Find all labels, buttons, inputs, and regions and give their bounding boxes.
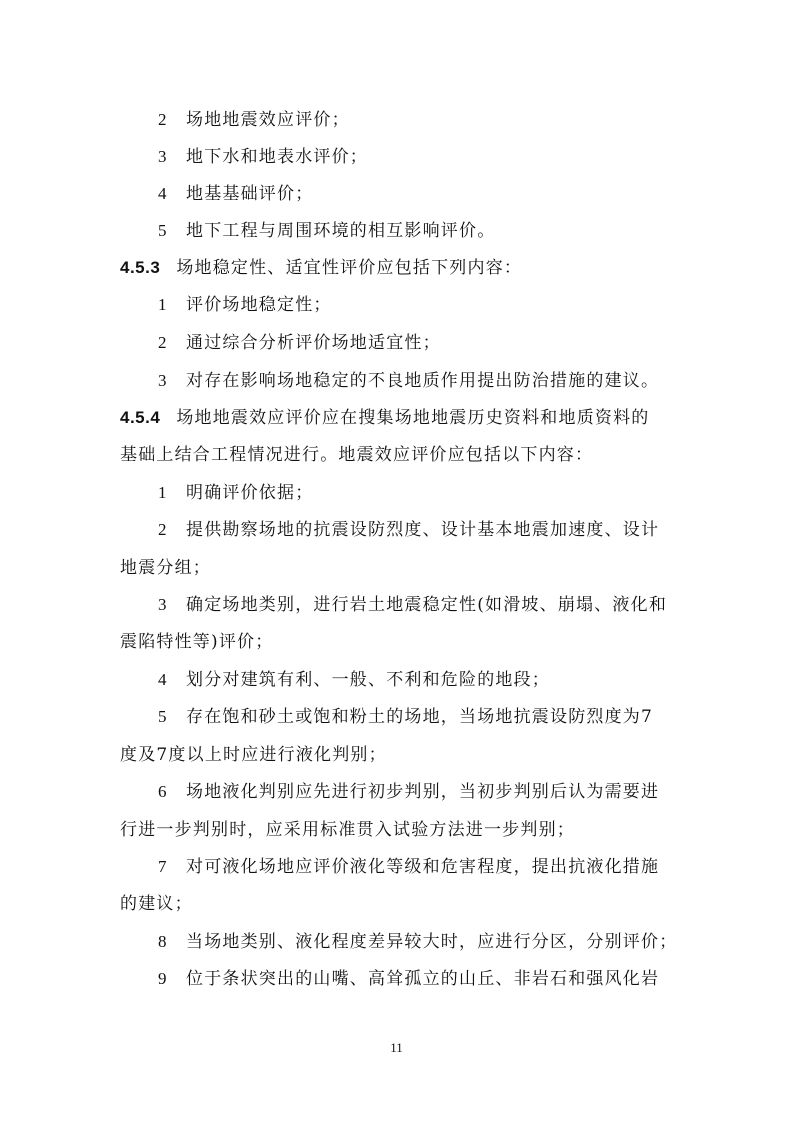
item-text: 地基基础评价； [186,184,314,204]
list-item [158,667,678,693]
list-item [158,592,678,618]
paragraph-line [120,442,675,468]
list-item [158,480,678,506]
item-text: 划分对建筑有利、一般、不利和危险的地段； [186,670,550,690]
line-text: 基础上结合工程情况进行。地震效应评价应包括以下内容： [120,445,594,465]
item-text: 地下工程与周围环境的相互影响评价。 [186,221,496,241]
item-number: 7 [158,857,168,876]
page-number: 11 [390,1040,403,1055]
list-item [158,704,678,730]
section-heading [120,255,675,281]
item-text: 对可液化场地应评价液化等级和危害程度，提出抗液化措施 [186,857,660,877]
item-text: 明确评价依据； [186,483,314,503]
list-item [158,107,678,133]
item-text: 地下水和地表水评价； [186,147,368,167]
paragraph-line [120,742,675,768]
section-text: 场地稳定性、适宜性评价应包括下列内容： [176,258,523,278]
line-text: 行进一步判别时，应采用标准贯入试验方法进一步判别； [120,820,575,840]
item-number: 2 [158,333,168,352]
list-item [158,181,678,207]
section-heading [120,405,675,431]
item-number: 6 [158,782,168,801]
list-item [158,292,678,318]
item-number: 1 [158,295,168,314]
item-text: 位于条状突出的山嘴、高耸孤立的山丘、非岩石和强风化岩 [186,969,660,989]
item-text: 存在饱和砂土或饱和粉土的场地，当场地抗震设防烈度为7 [186,707,654,727]
item-text: 当场地类别、液化程度差异较大时，应进行分区，分别评价； [186,932,678,952]
item-text: 评价场地稳定性； [186,295,332,315]
list-item [158,966,678,992]
paragraph-line [120,629,675,655]
section-number: 4.5.3 [120,258,161,277]
item-text: 场地地震效应评价； [186,110,350,130]
paragraph-line [120,891,675,917]
item-text: 通过综合分析评价场地适宜性； [186,333,441,353]
line-text: 的建议； [120,894,193,914]
item-text: 对存在影响场地稳定的不良地质作用提出防治措施的建议。 [186,371,660,391]
line-text: 震陷特性等)评价； [120,632,274,652]
list-item [158,517,678,543]
item-number: 9 [158,969,168,988]
item-number: 8 [158,932,168,951]
item-text: 提供勘察场地的抗震设防烈度、设计基本地震加速度、设计 [186,520,660,540]
list-item [158,854,678,880]
list-item [158,144,678,170]
item-number: 1 [158,483,168,502]
list-item [158,929,678,955]
list-item [158,368,678,394]
item-text: 场地液化判别应先进行初步判别，当初步判别后认为需要进 [186,782,660,802]
item-text: 确定场地类别，进行岩土地震稳定性(如滑坡、崩塌、液化和 [186,595,668,615]
item-number: 3 [158,147,168,166]
section-text: 场地地震效应评价应在搜集场地地震历史资料和地质资料的 [176,408,650,428]
item-number: 4 [158,184,168,203]
line-text: 地震分组； [120,558,211,578]
list-item [158,330,678,356]
list-item [158,218,678,244]
item-number: 2 [158,520,168,539]
line-text: 度及7度以上时应进行液化判别； [120,745,387,765]
paragraph-line [120,817,675,843]
list-item [158,779,678,805]
item-number: 2 [158,110,168,129]
item-number: 3 [158,371,168,390]
item-number: 3 [158,595,168,614]
item-number: 4 [158,670,168,689]
paragraph-line [120,555,675,581]
section-number: 4.5.4 [120,408,161,427]
item-number: 5 [158,707,168,726]
item-number: 5 [158,221,168,240]
